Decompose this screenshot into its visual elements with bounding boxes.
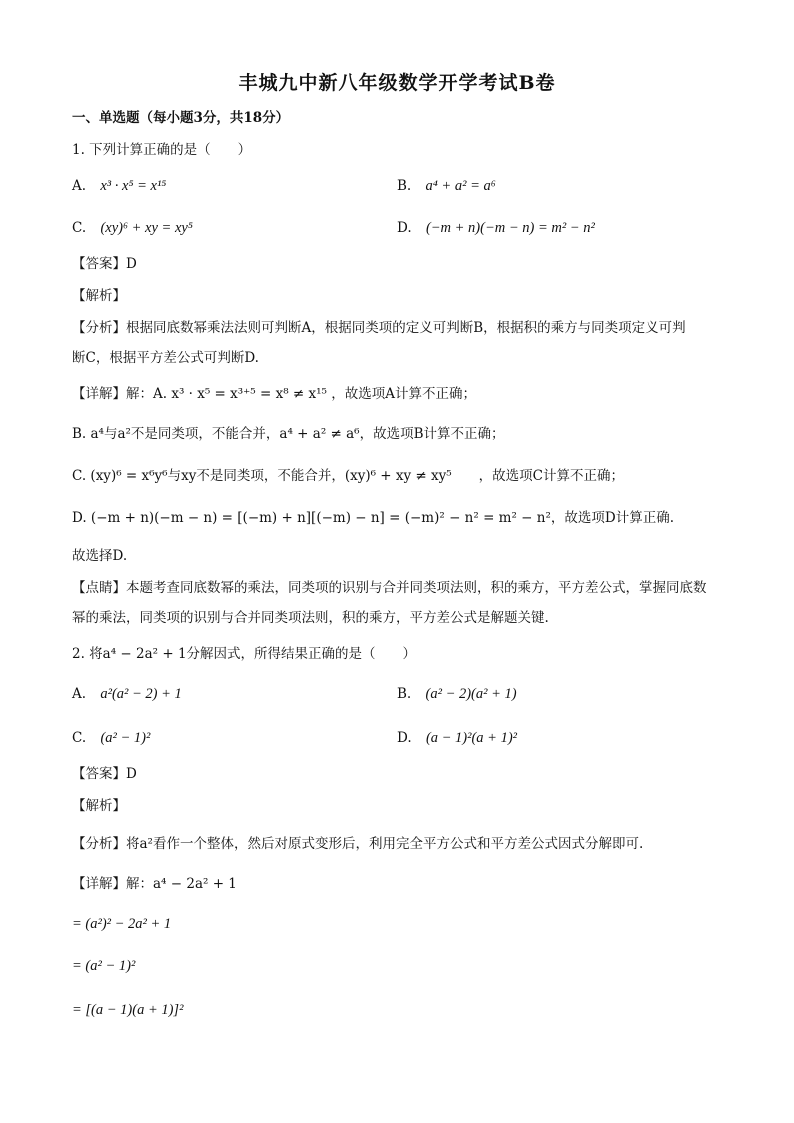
- q2-step-1: = (a²)² − 2a² + 1: [72, 916, 172, 932]
- q1-option-d-math: (−m + n)(−m − n) = m² − n²: [425, 220, 595, 236]
- question-2-stem: 2. 将a⁴ − 2a² + 1分解因式，所得结果正确的是（ ）: [72, 646, 417, 662]
- page-title: 丰城九中新八年级数学开学考试B卷: [238, 72, 556, 94]
- question-1-stem: 1. 下列计算正确的是（ ）: [72, 142, 252, 158]
- q2-option-b-label: B.: [397, 686, 412, 702]
- section-heading: 一、单选题（每小题3分，共18分）: [72, 110, 290, 126]
- q2-answer: 【答案】D: [72, 766, 137, 782]
- q1-option-b-math: a⁴ + a² = a⁶: [425, 178, 496, 194]
- q2-option-a: [72, 684, 182, 704]
- q2-detail: 【详解】解：a⁴ − 2a² + 1: [72, 876, 237, 892]
- q1-option-a-math: x³ · x⁵ = x¹⁵: [100, 178, 167, 194]
- q1-analysis-heading: 【解析】: [72, 288, 126, 304]
- q2-option-d-label: D.: [397, 730, 412, 746]
- q1-option-d-label: D.: [397, 220, 412, 236]
- q2-option-c-math: (a² − 1)²: [100, 730, 151, 746]
- q2-option-d-math: (a − 1)²(a + 1)²: [425, 730, 518, 746]
- q1-detail-c: C. (xy)⁶ = x⁶y⁶与xy不是同类项，不能合并，(xy)⁶ + xy ≠ xy⁵ ，故选项C计算不正确；: [72, 468, 625, 484]
- q1-fenxi-line-1: 【分析】根据同底数幂乘法法则可判断A，根据同类项的定义可判断B，根据积的乘方与同类项定义可判: [72, 320, 686, 336]
- q2-option-a-math: a²(a² − 2) + 1: [100, 686, 182, 702]
- q1-dianjing-line-2: 幂的乘法，同类项的识别与合并同类项法则，积的乘方，平方差公式是解题关键.: [72, 610, 549, 626]
- q2-fenxi: 【分析】将a²看作一个整体，然后对原式变形后，利用完全平方公式和平方差公式因式分解即可.: [72, 836, 644, 852]
- q2-option-c-label: C.: [72, 730, 87, 746]
- q2-option-b: [397, 684, 517, 704]
- q2-analysis-heading: 【解析】: [72, 798, 126, 814]
- q1-option-d: [397, 218, 595, 238]
- q1-dianjing-line-1: 【点睛】本题考查同底数幂的乘法，同类项的识别与合并同类项法则，积的乘方，平方差公式，掌握同底数: [72, 580, 707, 596]
- q2-option-c: [72, 728, 150, 748]
- q1-detail-b: B. a⁴与a²不是同类项，不能合并，a⁴ + a² ≠ a⁶，故选项B计算不正确；: [72, 426, 505, 442]
- q1-option-a-label: A.: [72, 178, 87, 194]
- q1-option-c: [72, 218, 193, 238]
- q1-option-b: [397, 176, 496, 196]
- q1-answer: 【答案】D: [72, 256, 137, 272]
- q2-option-b-math: (a² − 2)(a² + 1): [425, 686, 517, 702]
- q2-step-2: = (a² − 1)²: [72, 958, 136, 974]
- q1-option-a: [72, 176, 166, 196]
- q1-option-c-math: (xy)⁶ + xy = xy⁵: [100, 220, 193, 236]
- q1-choice: 故选择D.: [72, 548, 128, 564]
- q1-fenxi-line-2: 断C，根据平方差公式可判断D.: [72, 350, 259, 366]
- q2-step-3: = [(a − 1)(a + 1)]²: [72, 1002, 184, 1018]
- q1-detail-d: D. (−m + n)(−m − n) = [(−m) + n][(−m) − n] = (−m)² − n² = m² − n²，故选项D计算正确.: [72, 510, 675, 526]
- q2-option-d: [397, 728, 517, 748]
- q2-option-a-label: A.: [72, 686, 87, 702]
- q1-option-c-label: C.: [72, 220, 87, 236]
- q1-option-b-label: B.: [397, 178, 412, 194]
- q1-detail-a: 【详解】解：A. x³ · x⁵ = x³⁺⁵ = x⁸ ≠ x¹⁵ ，故选项A计算不正确；: [72, 386, 477, 402]
